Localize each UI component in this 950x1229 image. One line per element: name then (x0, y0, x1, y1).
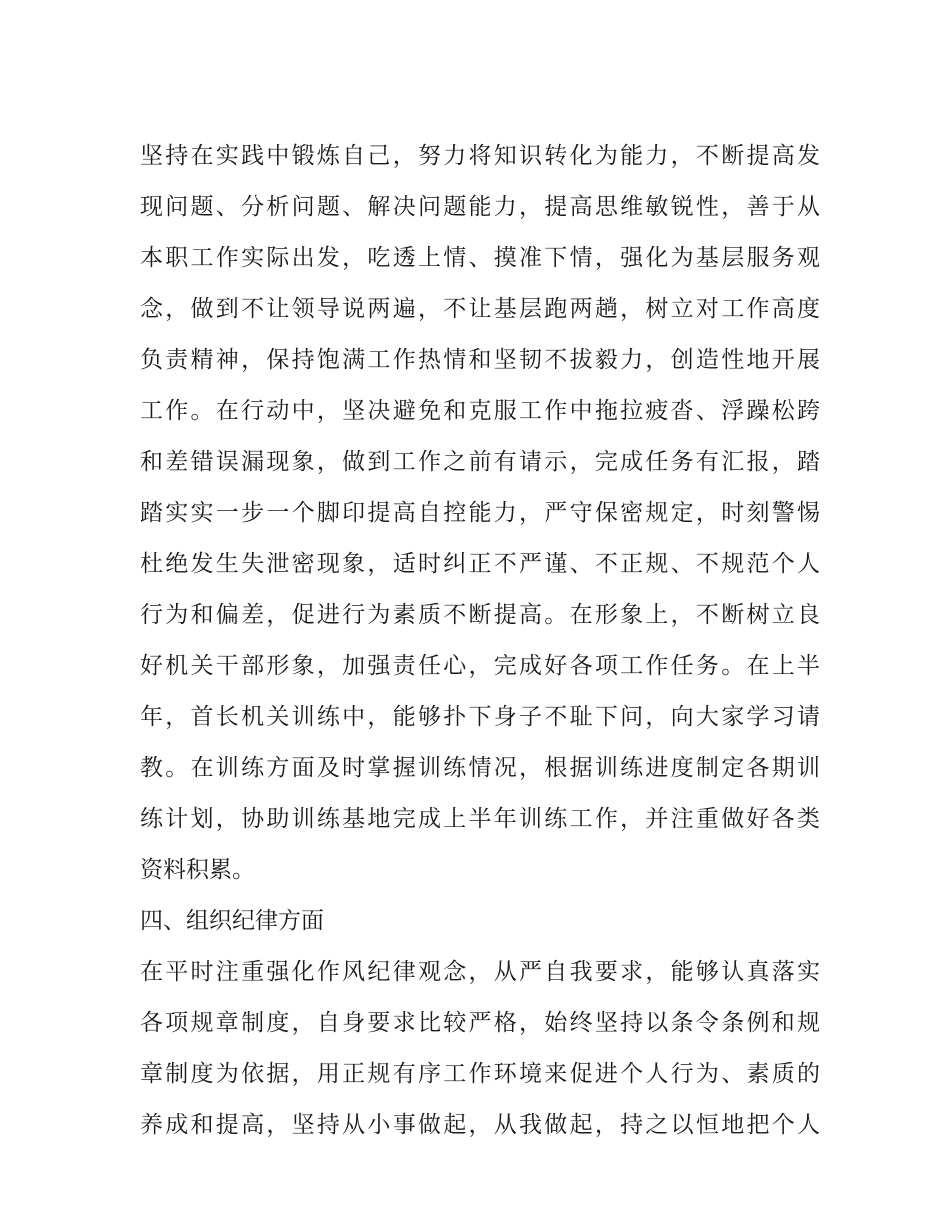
text-line: 各项规章制度，自身要求比较严格，始终坚持以条令条例和规 (140, 1010, 820, 1036)
text-line: 养成和提高，坚持从小事做起，从我做起，持之以恒地把个人 (140, 1112, 820, 1138)
text-line: 念，做到不让领导说两遍，不让基层跑两趟，树立对工作高度 (140, 296, 820, 322)
text-line: 章制度为依据，用正规有序工作环境来促进个人行为、素质的 (140, 1061, 820, 1087)
text-line: 坚持在实践中锻炼自己，努力将知识转化为能力，不断提高发 (140, 143, 820, 169)
text-line: 和差错误漏现象，做到工作之前有请示，完成任务有汇报，踏 (140, 449, 820, 475)
text-line: 练计划，协助训练基地完成上半年训练工作，并注重做好各类 (140, 806, 820, 832)
text-line: 行为和偏差，促进行为素质不断提高。在形象上，不断树立良 (140, 602, 820, 628)
text-line: 现问题、分析问题、解决问题能力，提高思维敏锐性，善于从 (140, 194, 820, 220)
section-heading: 四、组织纪律方面 (140, 908, 324, 934)
text-line: 在平时注重强化作风纪律观念，从严自我要求，能够认真落实 (140, 959, 820, 985)
body-text (140, 131, 820, 1151)
text-line: 负责精神，保持饱满工作热情和坚韧不拔毅力，创造性地开展 (140, 347, 820, 373)
text-line: 工作。在行动中，坚决避免和克服工作中拖拉疲沓、浮躁松跨 (140, 398, 820, 424)
text-line: 教。在训练方面及时掌握训练情况，根据训练进度制定各期训 (140, 755, 820, 781)
text-line: 杜绝发生失泄密现象，适时纠正不严谨、不正规、不规范个人 (140, 551, 820, 577)
text-line: 踏实实一步一个脚印提高自控能力，严守保密规定，时刻警惕 (140, 500, 820, 526)
text-line: 本职工作实际出发，吃透上情、摸准下情，强化为基层服务观 (140, 245, 820, 271)
text-line: 年，首长机关训练中，能够扑下身子不耻下问，向大家学习请 (140, 704, 820, 730)
paragraph-end-line: 资料积累。 (140, 857, 255, 883)
text-line: 好机关干部形象，加强责任心，完成好各项工作任务。在上半 (140, 653, 820, 679)
